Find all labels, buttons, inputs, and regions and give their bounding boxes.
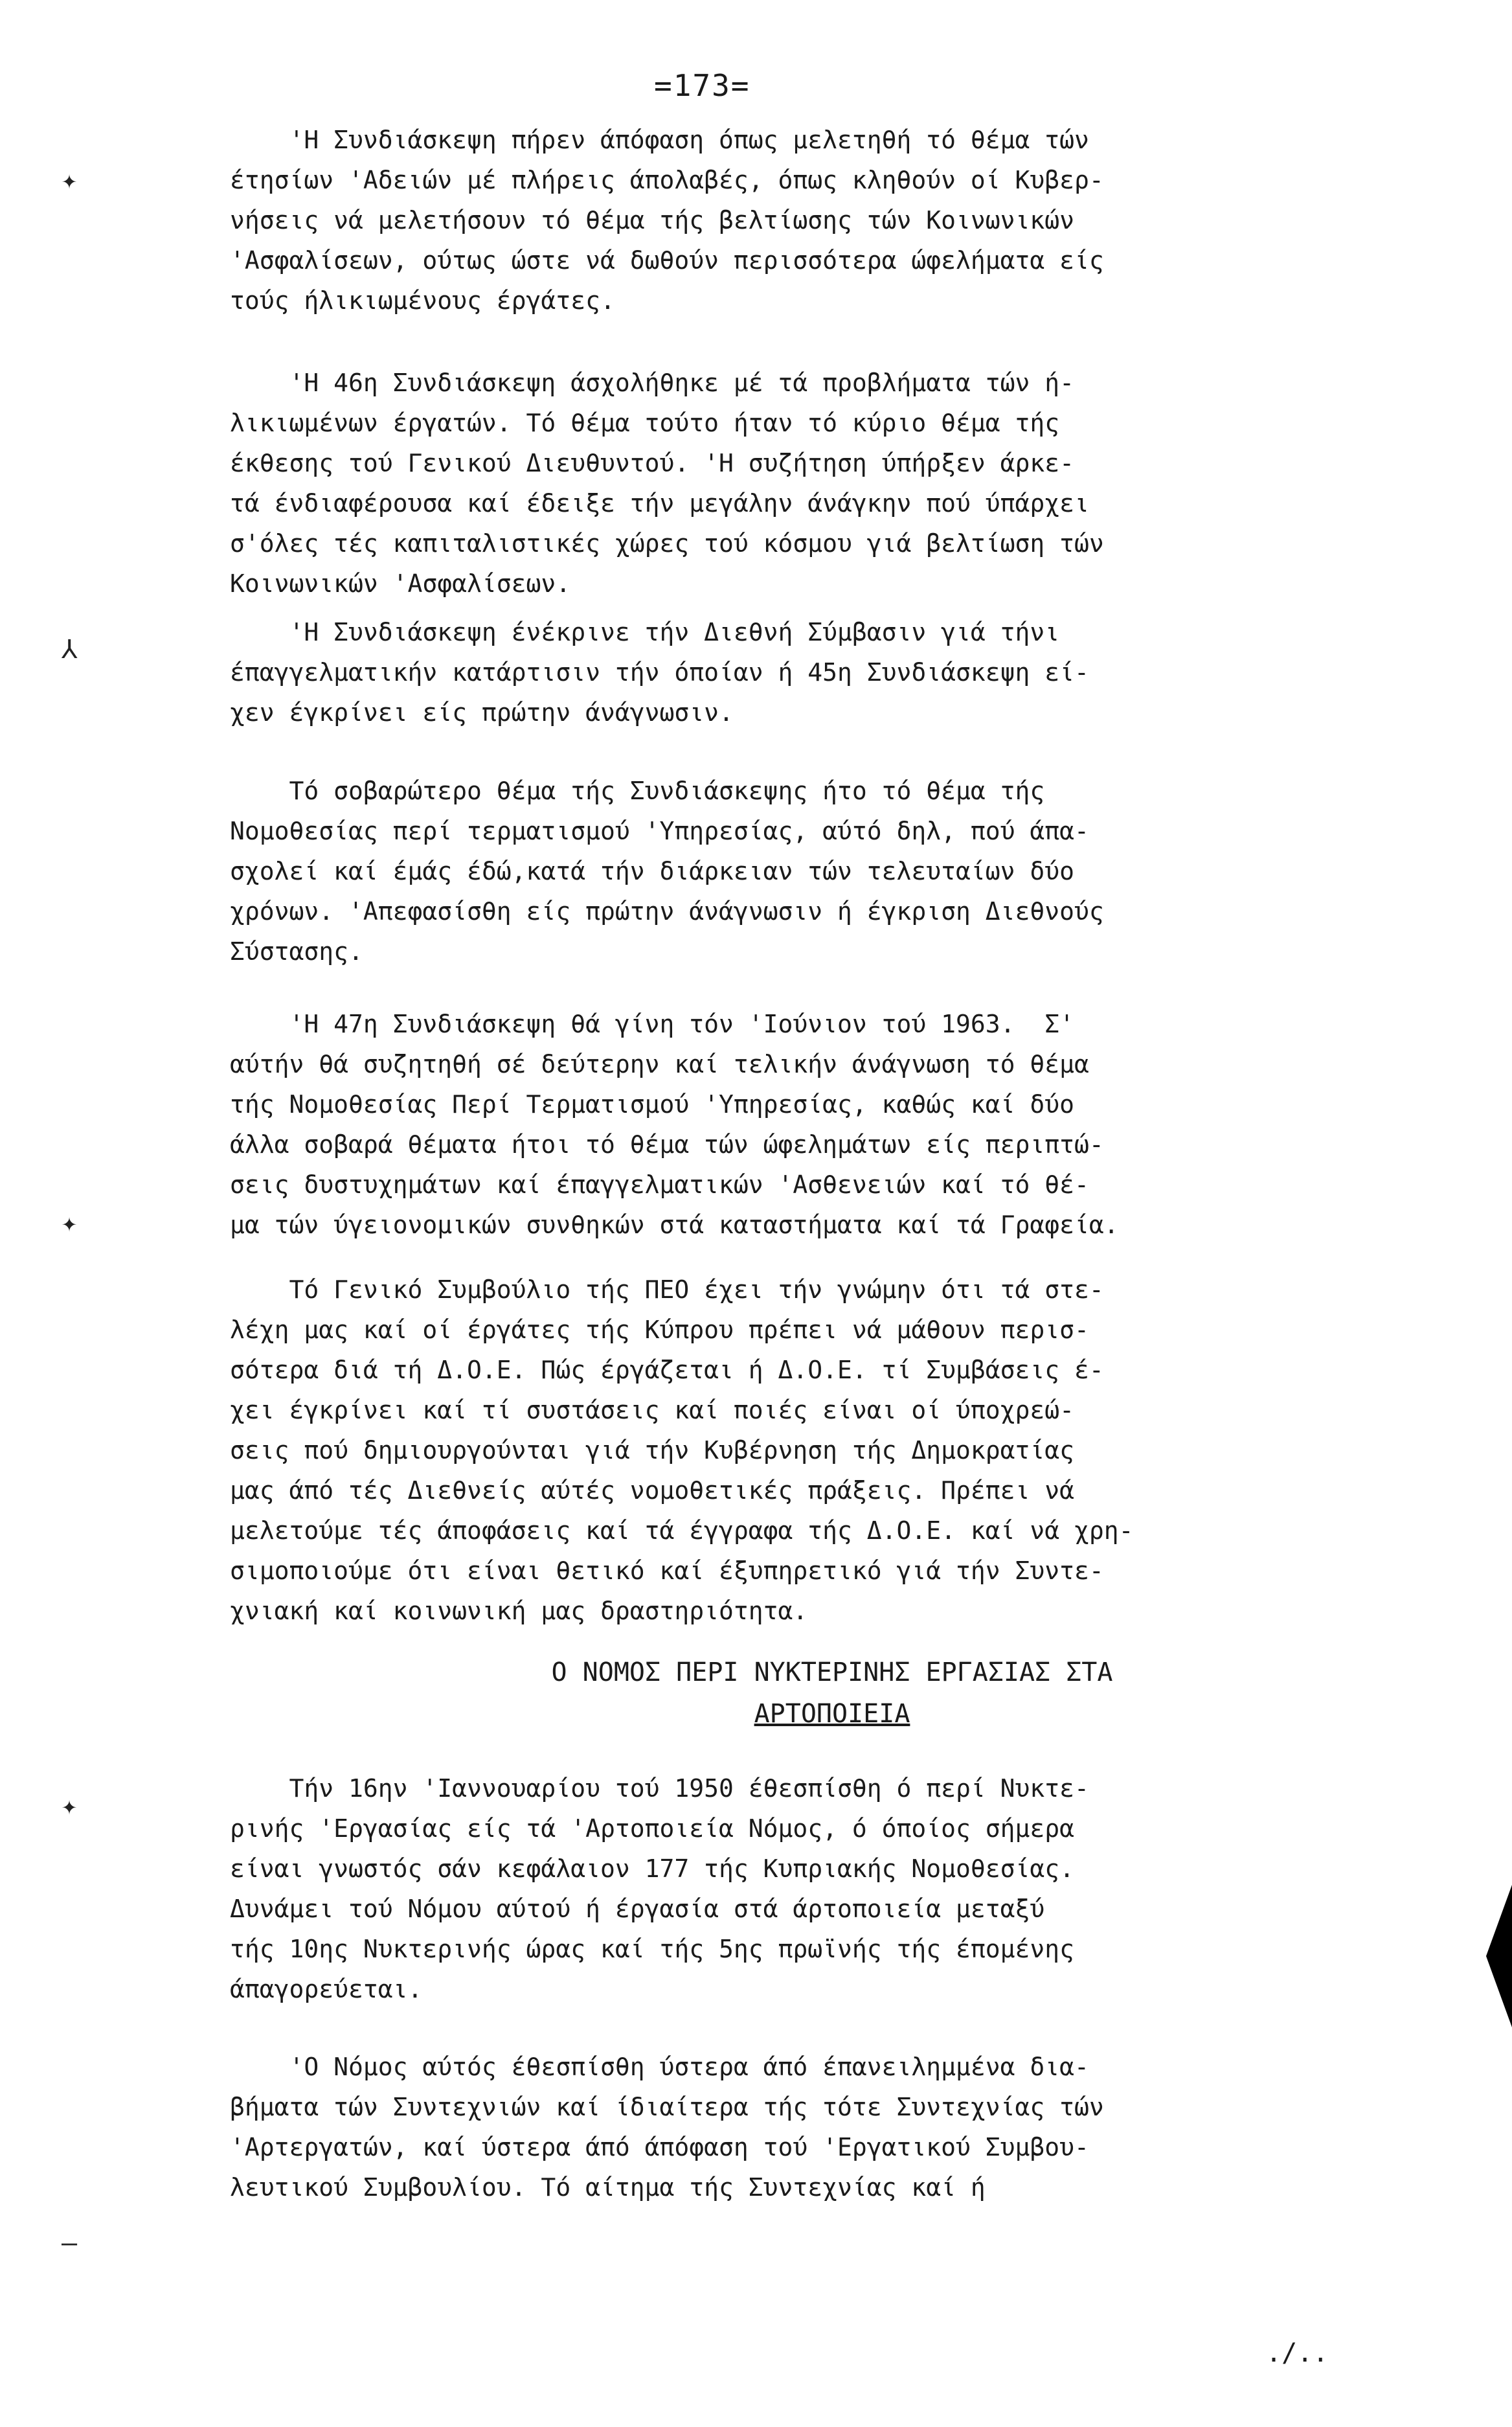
paragraph-general-council: [230, 1270, 1434, 1631]
text-line: μα τών ύγειονομικών συνθηκών στά καταστήματα καί τά Γραφεία.: [230, 1211, 1119, 1239]
text-line: άπαγορεύεται.: [230, 1975, 423, 2003]
text-line: βήματα τών Συντεχνιών καί ίδιαίτερα τής τότε Συντεχνίας τών: [230, 2093, 1104, 2121]
continuation-mark: ./..: [1266, 2338, 1329, 2368]
heading-line: ΑΡΤΟΠΟΙΕΙΑ: [754, 1699, 910, 1729]
margin-mark: ✦: [62, 165, 78, 195]
text-line: σότερα διά τή Δ.Ο.Ε. Πώς έργάζεται ή Δ.Ο.Ε. τί Συμβάσεις έ-: [230, 1356, 1104, 1384]
paragraph-night-work-law: [230, 1768, 1434, 2009]
text-line: νήσεις νά μελετήσουν τό θέμα τής βελτίωσης τών Κοινωνικών: [230, 206, 1075, 234]
text-line: άλλα σοβαρά θέματα ήτοι τό θέμα τών ώφελημάτων είς περιπτώ-: [230, 1130, 1104, 1159]
text-line: λικιωμένων έργατών. Τό θέμα τούτο ήταν τό κύριο θέμα τής: [230, 409, 1060, 437]
text-line: μελετούμε τές άποφάσεις καί τά έγγραφα τής Δ.Ο.Ε. καί νά χρη-: [230, 1516, 1134, 1545]
text-line: τά ένδιαφέρουσα καί έδειξε τήν μεγάλην άνάγκην πού ύπάρχει: [230, 489, 1089, 518]
heading-line: Ο ΝΟΜΟΣ ΠΕΡΙ ΝΥΚΤΕΡΙΝΗΣ ΕΡΓΑΣΙΑΣ ΣΤΑ: [551, 1658, 1113, 1687]
paragraph-annual-leave: [230, 120, 1434, 321]
paragraph-46th-conference: [230, 363, 1434, 604]
text-line: 'Η 46η Συνδιάσκεψη άσχολήθηκε μέ τά προβλήματα τών ή-: [230, 369, 1075, 397]
text-line: 'Ο Νόμος αύτός έθεσπίσθη ύστερα άπό έπανειλημμένα δια-: [230, 2053, 1089, 2081]
text-line: Τήν 16ην 'Ιαννουαρίου τού 1950 έθεσπίσθη ό περί Νυκτε-: [230, 1774, 1089, 1803]
text-line: τής 10ης Νυκτερινής ώρας καί τής 5ης πρωϊνής τής έπομένης: [230, 1935, 1075, 1963]
margin-mark: –: [62, 2228, 78, 2258]
text-line: Νομοθεσίας περί τερματισμού 'Υπηρεσίας, αύτό δηλ, πού άπα-: [230, 817, 1089, 845]
margin-mark: ✦: [62, 1208, 78, 1238]
text-line: σεις πού δημιουργούνται γιά τήν Κυβέρνηση τής Δημοκρατίας: [230, 1436, 1075, 1464]
text-line: μας άπό τές Διεθνείς αύτές νομοθετικές πράξεις. Πρέπει νά: [230, 1476, 1075, 1505]
text-line: σ'όλες τές καπιταλιστικές χώρες τού κόσμου γιά βελτίωση τών: [230, 529, 1104, 558]
text-line: χρόνων. 'Απεφασίσθη είς πρώτην άνάγνωσιν ή έγκριση Διεθνούς: [230, 897, 1104, 926]
text-line: τής Νομοθεσίας Περί Τερματισμού 'Υπηρεσίας, καθώς καί δύο: [230, 1090, 1075, 1119]
paragraph-law-enactment: [230, 2047, 1434, 2207]
text-line: έτησίων 'Αδειών μέ πλήρεις άπολαβές, όπως κληθούν οί Κυβερ-: [230, 166, 1104, 194]
margin-mark: ⅄: [62, 635, 78, 665]
text-line: λέχη μας καί οί έργάτες τής Κύπρου πρέπει νά μάθουν περισ-: [230, 1316, 1089, 1344]
text-line: Δυνάμει τού Νόμου αύτού ή έργασία στά άρτοποιεία μεταξύ: [230, 1895, 1045, 1923]
text-line: έπαγγελματικήν κατάρτισιν τήν όποίαν ή 45η Συνδιάσκεψη εί-: [230, 658, 1089, 687]
text-line: Τό Γενικό Συμβούλιο τής ΠΕΟ έχει τήν γνώμην ότι τά στε-: [230, 1275, 1104, 1304]
text-line: λευτικού Συμβουλίου. Τό αίτημα τής Συντεχνίας καί ή: [230, 2173, 986, 2202]
text-line: χεν έγκρίνει είς πρώτην άνάγνωσιν.: [230, 698, 734, 727]
text-line: σχολεί καί έμάς έδώ,κατά τήν διάρκειαν τών τελευταίων δύο: [230, 857, 1075, 885]
text-line: τούς ήλικιωμένους έργάτες.: [230, 286, 615, 315]
text-line: αύτήν θά συζητηθή σέ δεύτερην καί τελικήν άνάγνωση τό θέμα: [230, 1050, 1089, 1078]
text-line: ρινής 'Εργασίας είς τά 'Αρτοποιεία Νόμος, ό όποίος σήμερα: [230, 1814, 1075, 1843]
paragraph-47th-conference: [230, 1004, 1434, 1245]
text-line: χνιακή καί κοινωνική μας δραστηριότητα.: [230, 1597, 808, 1625]
text-line: 'Αρτεργατών, καί ύστερα άπό άπόφαση τού 'Εργατικού Συμβου-: [230, 2133, 1089, 2161]
paragraph-termination-legislation: [230, 771, 1434, 972]
text-line: έκθεσης τού Γενικού Διευθυντού. 'Η συζήτηση ύπήρξεν άρκε-: [230, 449, 1075, 477]
page-number: =173=: [654, 68, 750, 103]
margin-mark: ✦: [62, 1791, 78, 1821]
text-line: 'Ασφαλίσεων, ούτως ώστε νά δωθούν περισσότερα ώφελήματα είς: [230, 246, 1104, 275]
text-line: σιμοποιούμε ότι είναι θετικό καί έξυπηρετικό γιά τήν Συντε-: [230, 1556, 1104, 1585]
edge-mark: [1486, 1885, 1512, 2027]
text-line: 'Η 47η Συνδιάσκεψη θά γίνη τόν 'Ιούνιον τού 1963. Σ': [230, 1010, 1075, 1038]
text-line: 'Η Συνδιάσκεψη ένέκρινε τήν Διεθνή Σύμβασιν γιά τήνι: [230, 618, 1060, 646]
paragraph-vocational-training: [230, 612, 1434, 733]
text-line: Σύστασης.: [230, 937, 363, 966]
text-line: Κοινωνικών 'Ασφαλίσεων.: [230, 569, 571, 598]
text-line: χει έγκρίνει καί τί συστάσεις καί ποιές είναι οί ύποχρεώ-: [230, 1396, 1075, 1424]
text-line: είναι γνωστός σάν κεφάλαιον 177 τής Κυπριακής Νομοθεσίας.: [230, 1854, 1075, 1883]
text-line: Τό σοβαρώτερο θέμα τής Συνδιάσκεψης ήτο τό θέμα τής: [230, 777, 1045, 805]
section-heading: [230, 1652, 1434, 1735]
text-line: 'Η Συνδιάσκεψη πήρεν άπόφαση όπως μελετηθή τό θέμα τών: [230, 126, 1089, 154]
text-line: σεις δυστυχημάτων καί έπαγγελματικών 'Ασθενειών καί τό θέ-: [230, 1170, 1089, 1199]
